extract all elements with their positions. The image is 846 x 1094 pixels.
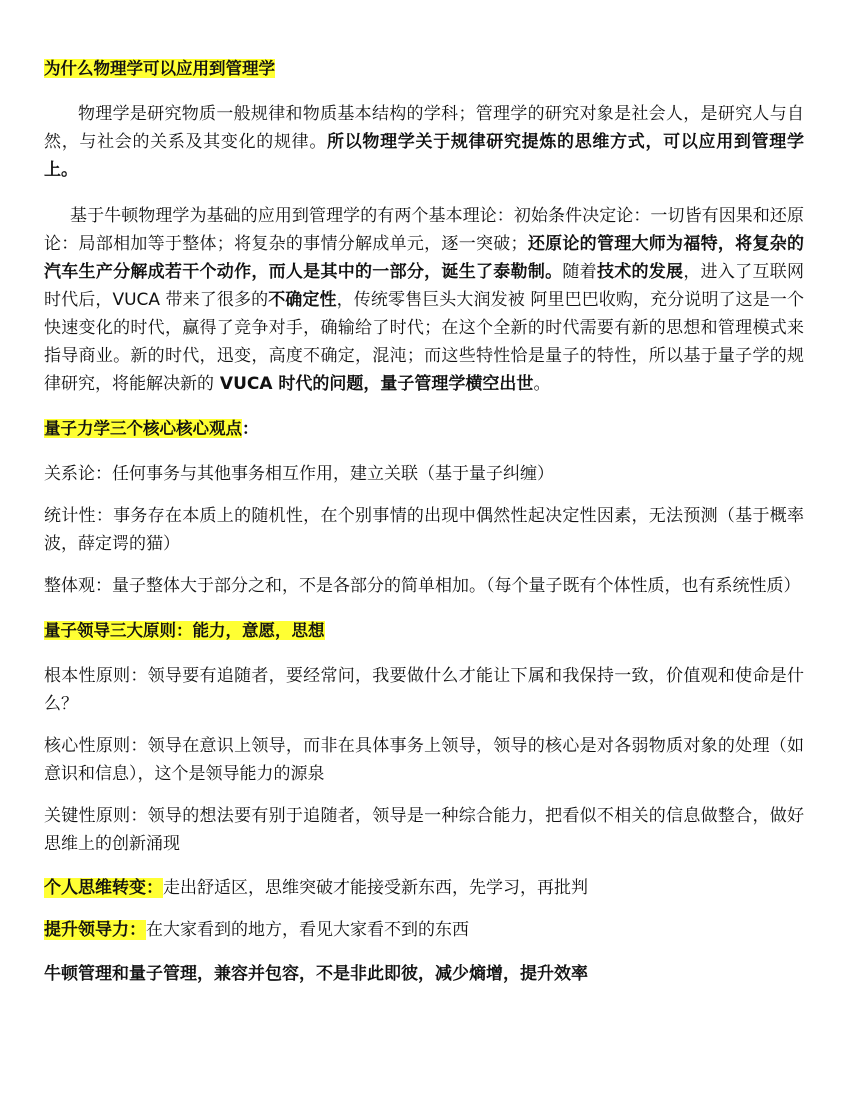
bold-text: 不确定性: [268, 290, 337, 310]
closing-statement: 牛顿管理和量子管理，兼容并包容，不是非此即彼，减少熵增，提升效率: [44, 964, 588, 984]
paragraph-newton-theories: [44, 202, 804, 398]
title-suffix: ：: [242, 419, 259, 438]
bold-text: 还原论的管理大师为福特，将复杂的汽车生产分解成若干个动作，而人是其中的一部分，诞生了泰勒制。: [44, 234, 805, 282]
paragraph-text: 随着: [562, 262, 597, 282]
list-item-core-principle: 核心性原则：领导在意识上领导，而非在具体事务上领导，领导的核心是对各弱物质对象的处理（如意识和信息），这个是领导能力的源泉: [44, 736, 804, 784]
bold-text: 技术的发展: [596, 262, 684, 282]
section-title-leadership-principles: [44, 616, 804, 646]
line-text: 在大家看到的地方，看见大家看不到的东西: [146, 920, 469, 940]
highlighted-title: 量子力学三个核心核心观点: [44, 419, 242, 438]
paragraph-text: ，传统零售巨头大润发被 阿里巴巴收购，充分说明了这是一个快速变化的时代，赢得了竞争对手，确输给了时代；在这个全新的时代需要有新的思想和管理模式来指导商业。新的时代，迅变，高度不确定，混沌；而这些特性恰是量子的特性，所以基于量子学的规律研究，将能解决新的: [44, 290, 805, 394]
paragraph-physics-definition: [44, 100, 804, 184]
list-item-holism: 整体观：量子整体大于部分之和，不是各部分的简单相加。（每个量子既有个体性质，也有系统性质）: [44, 576, 801, 596]
paragraph-text: 物理学是研究物质一般规律和物质基本结构的学科；管理学的研究对象是社会人，是研究人与自然，与社会的关系及其变化的规律。: [44, 104, 804, 152]
personal-thinking-line: [44, 874, 804, 902]
document-page: [44, 54, 804, 988]
paragraph-text: ，进入了互联网时代后，VUCA 带来了很多的: [44, 262, 805, 310]
list-item-relation: 关系论：任何事务与其他事务相互作用，建立关联（基于量子纠缠）: [44, 464, 554, 484]
leadership-line: [44, 916, 804, 944]
bold-text: VUCA 时代的问题，量子管理学横空出世: [214, 374, 534, 394]
line-text: 走出舒适区，思维突破才能接受新东西，先学习，再批判: [163, 878, 588, 898]
list-item-key-principle: 关键性原则：领导的想法要有别于追随者，领导是一种综合能力，把看似不相关的信息做整合，做好思维上的创新涌现: [44, 806, 804, 854]
paragraph-text: 基于牛顿物理学为基础的应用到管理学的有两个基本理论：初始条件决定论：一切皆有因果和还原论：局部相加等于整体；将复杂的事情分解成单元，逐一突破；: [44, 206, 804, 254]
section-title-physics-management: [44, 54, 804, 84]
section-title-quantum-views: [44, 414, 804, 444]
list-item-fundamental-principle: 根本性原则：领导要有追随者，要经常问，我要做什么才能让下属和我保持一致，价值观和使命是什么？: [44, 666, 804, 714]
highlighted-label: 提升领导力：: [44, 920, 146, 940]
highlighted-title: 为什么物理学可以应用到管理学: [44, 59, 275, 78]
paragraph-text: 。: [533, 374, 551, 394]
highlighted-label: 个人思维转变：: [44, 878, 163, 898]
highlighted-title: 量子领导三大原则：能力，意愿，思想: [44, 621, 325, 640]
bold-text: 所以物理学关于规律研究提炼的思维方式，可以应用到管理学上。: [44, 132, 804, 180]
list-item-statistics: 统计性：事务存在本质上的随机性，在个别事情的出现中偶然性起决定性因素，无法预测（基于概率波，薛定谔的猫）: [44, 506, 804, 554]
